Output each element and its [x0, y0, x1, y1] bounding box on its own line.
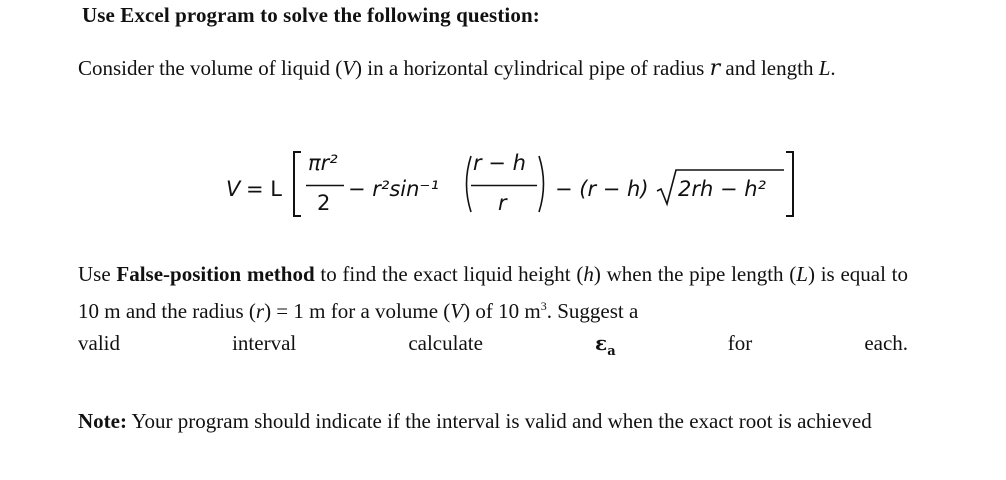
var-h: h — [583, 262, 594, 286]
var-r: r — [709, 56, 721, 81]
frac2-numerator: r − h — [473, 151, 526, 175]
sqrt-argument: 2rh − h² — [678, 177, 766, 201]
task-text-3: ) when the pipe length ( — [593, 262, 797, 286]
note-label: Note: — [78, 409, 127, 433]
var-V-task: V — [450, 299, 464, 323]
task-text-2: to find the exact liquid height ( — [314, 262, 584, 286]
task-text-7: . Suggest a — [546, 299, 639, 323]
var-r-task: r — [255, 299, 265, 323]
word-for: for — [727, 331, 753, 355]
frac1-bar-icon — [306, 184, 346, 188]
note-text: Your program should indicate if the interval is valid and when the exact root is achieved — [126, 409, 872, 433]
frac2-denominator: r — [498, 191, 507, 215]
page-heading: Use Excel program to solve the following question: — [82, 3, 540, 27]
task-text-1: Use — [78, 262, 117, 286]
cubic-exponent: 3 — [540, 299, 547, 313]
method-name: False-position method — [116, 262, 315, 286]
eq-minus-term: − r²sin⁻¹ — [348, 177, 439, 201]
eq-equals-L: = L — [246, 177, 282, 201]
word-interval: interval — [232, 331, 297, 355]
task-paragraph — [78, 258, 908, 368]
word-calculate: calculate — [408, 331, 483, 355]
right-paren-icon — [537, 154, 549, 214]
eq-tail: − (r − h) — [555, 177, 649, 201]
var-L: L — [818, 56, 831, 80]
task-text-5: ) = 1 m for a volume ( — [264, 299, 451, 323]
left-bracket-icon — [290, 150, 304, 218]
note-paragraph — [78, 405, 908, 437]
frac2-bar-icon — [471, 184, 539, 188]
epsilon-symbol: ε — [595, 331, 608, 355]
task-lines — [78, 258, 908, 327]
frac1-numerator: πr² — [308, 151, 338, 175]
intro-paragraph — [78, 52, 908, 85]
var-V: V — [342, 56, 356, 80]
word-valid: valid — [78, 331, 120, 355]
epsilon-subscript: a — [607, 344, 616, 359]
word-each: each. — [864, 331, 909, 355]
task-line-3 — [78, 327, 908, 368]
intro-text-1: Consider the volume of liquid ( — [78, 56, 343, 80]
frac1-denominator: 2 — [317, 191, 331, 215]
eq-lhs: V — [226, 177, 241, 201]
volume-equation — [226, 140, 796, 230]
task-text-4: ) is equal to 10 m and the radius ( — [78, 262, 908, 323]
intro-text-4: . — [830, 56, 836, 80]
right-bracket-icon — [783, 150, 797, 218]
epsilon-a — [595, 331, 616, 359]
task-text-6: ) of 10 m — [463, 299, 541, 323]
var-L-task: L — [796, 262, 808, 286]
intro-text-2: ) in a horizontal cylindrical pipe of radius — [355, 56, 710, 80]
intro-text-3: and length — [720, 56, 819, 80]
